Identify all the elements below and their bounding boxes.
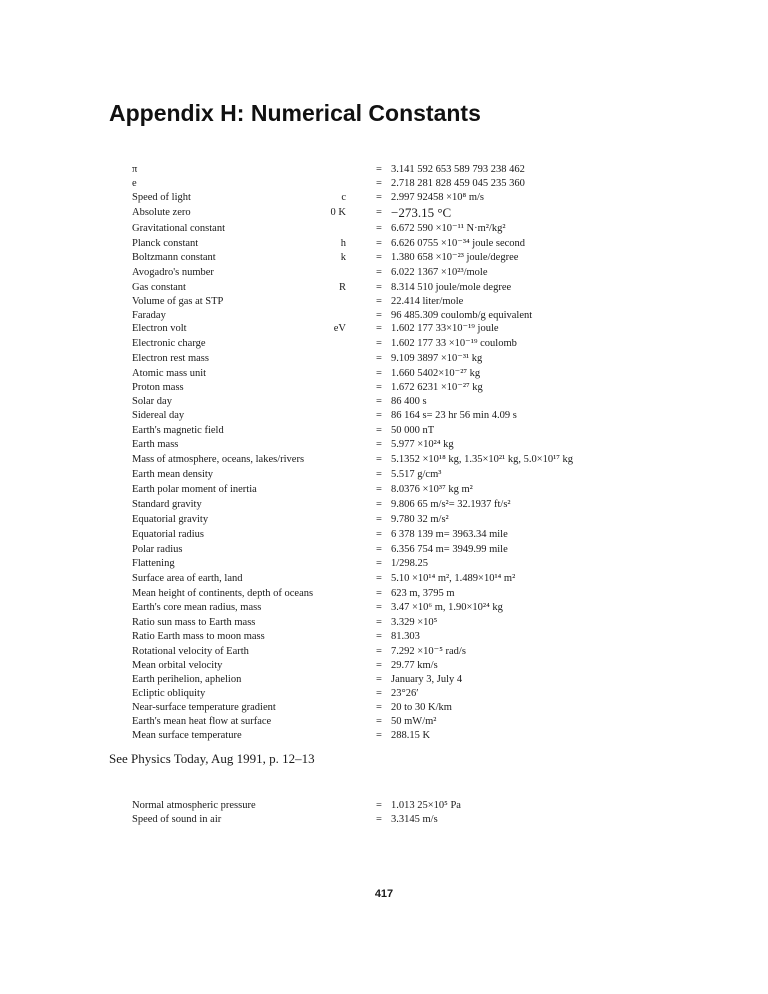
constant-name: Avogadro's number — [132, 267, 214, 278]
equals-sign: = — [376, 439, 382, 450]
equals-sign: = — [376, 164, 382, 175]
constant-value: 1.380 658 ×10⁻²³ joule/degree — [391, 252, 519, 263]
constant-name: Electron rest mass — [132, 353, 209, 364]
constant-row — [0, 659, 768, 673]
equals-sign: = — [376, 646, 382, 657]
equals-sign: = — [376, 296, 382, 307]
constant-name: Gas constant — [132, 282, 186, 293]
constant-value: 2.718 281 828 459 045 235 360 — [391, 178, 525, 189]
constant-row — [0, 813, 768, 827]
constant-name: Earth's core mean radius, mass — [132, 602, 262, 613]
constant-row — [0, 352, 768, 366]
constant-value: 6.626 0755 ×10⁻³⁴ joule second — [391, 238, 526, 249]
constant-value: January 3, July 4 — [391, 674, 463, 685]
constant-symbol: h — [340, 238, 346, 249]
constant-row — [0, 281, 768, 295]
constant-name: Volume of gas at STP — [132, 296, 224, 307]
constant-row — [0, 468, 768, 482]
constant-row — [0, 528, 768, 542]
constant-row — [0, 295, 768, 309]
constant-row — [0, 701, 768, 715]
equals-sign: = — [376, 716, 382, 727]
constant-name: Polar radius — [132, 544, 183, 555]
equals-sign: = — [376, 282, 382, 293]
constant-value: 1.602 177 33 ×10⁻¹⁹ coulomb — [391, 338, 517, 349]
constant-row — [0, 799, 768, 813]
constant-row — [0, 483, 768, 497]
page-title: Appendix H: Numerical Constants — [109, 100, 481, 126]
equals-sign: = — [376, 382, 382, 393]
constant-name: Planck constant — [132, 238, 199, 249]
constant-value: 1.013 25×10⁵ Pa — [391, 800, 461, 811]
constant-symbol: 0 K — [330, 207, 346, 218]
constant-name: Mean surface temperature — [132, 730, 242, 741]
constant-name: Boltzmann constant — [132, 252, 216, 263]
constant-name: Standard gravity — [132, 499, 202, 510]
constant-value: 20 to 30 K/km — [391, 702, 452, 713]
constant-row — [0, 616, 768, 630]
constant-value: 9.806 65 m/s²= 32.1937 ft/s² — [391, 499, 511, 510]
equals-sign: = — [376, 310, 382, 321]
constant-name: e — [132, 178, 137, 189]
constant-name: Surface area of earth, land — [132, 573, 243, 584]
constant-name: Mass of atmosphere, oceans, lakes/rivers — [132, 454, 305, 465]
constant-row — [0, 337, 768, 351]
constant-row — [0, 645, 768, 659]
equals-sign: = — [376, 323, 382, 334]
equals-sign: = — [376, 688, 382, 699]
constant-name: Earth mass — [132, 439, 179, 450]
constant-row — [0, 587, 768, 601]
equals-sign: = — [376, 207, 382, 218]
constant-name: Sidereal day — [132, 410, 185, 421]
constant-name: Proton mass — [132, 382, 184, 393]
constant-row — [0, 630, 768, 644]
constant-value: 5.517 g/cm³ — [391, 469, 442, 480]
constant-symbol: eV — [333, 323, 346, 334]
equals-sign: = — [376, 192, 382, 203]
constant-value: 288.15 K — [391, 730, 431, 741]
equals-sign: = — [376, 660, 382, 671]
constant-value: 23°26′ — [391, 688, 419, 699]
equals-sign: = — [376, 425, 382, 436]
constant-name: π — [132, 164, 138, 175]
constant-value: 6.672 590 ×10⁻¹¹ N·m²/kg² — [391, 223, 506, 234]
constant-row — [0, 557, 768, 571]
equals-sign: = — [376, 469, 382, 480]
constant-row — [0, 729, 768, 743]
constant-row — [0, 601, 768, 615]
constant-name: Rotational velocity of Earth — [132, 646, 249, 657]
constant-value: 5.10 ×10¹⁴ m², 1.489×10¹⁴ m² — [391, 573, 516, 584]
equals-sign: = — [376, 631, 382, 642]
constant-symbol: k — [340, 252, 346, 263]
constant-value: 50 mW/m² — [391, 716, 437, 727]
equals-sign: = — [376, 602, 382, 613]
constant-value: 81.303 — [391, 631, 420, 642]
equals-sign: = — [376, 573, 382, 584]
constant-value: 623 m, 3795 m — [391, 588, 455, 599]
equals-sign: = — [376, 499, 382, 510]
constant-name: Speed of light — [132, 192, 191, 203]
equals-sign: = — [376, 410, 382, 421]
constant-value: 1/298.25 — [391, 558, 429, 569]
constant-value: 50 000 nT — [391, 425, 435, 436]
constant-row — [0, 322, 768, 336]
equals-sign: = — [376, 396, 382, 407]
constant-row — [0, 715, 768, 729]
constant-row — [0, 251, 768, 265]
constant-row — [0, 513, 768, 527]
constant-name: Electronic charge — [132, 338, 206, 349]
constant-name: Normal atmospheric pressure — [132, 800, 256, 811]
equals-sign: = — [376, 338, 382, 349]
constant-value: 9.780 32 m/s² — [391, 514, 449, 525]
constant-value: −273.15 °C — [391, 205, 452, 220]
page-number: 417 — [374, 888, 394, 900]
constant-row — [0, 453, 768, 467]
constant-name: Ratio Earth mass to moon mass — [132, 631, 265, 642]
constant-value: 6.356 754 m= 3949.99 mile — [391, 544, 508, 555]
constant-value: 3.141 592 653 589 793 238 462 — [391, 164, 525, 175]
constant-value: 1.602 177 33×10⁻¹⁹ joule — [391, 323, 499, 334]
equals-sign: = — [376, 454, 382, 465]
equals-sign: = — [376, 484, 382, 495]
constant-value: 8.0376 ×10³⁷ kg m² — [391, 484, 473, 495]
constant-name: Equatorial gravity — [132, 514, 209, 525]
constant-row — [0, 395, 768, 409]
equals-sign: = — [376, 514, 382, 525]
constant-row — [0, 266, 768, 280]
constant-row — [0, 572, 768, 586]
equals-sign: = — [376, 617, 382, 628]
constant-name: Earth polar moment of inertia — [132, 484, 257, 495]
constant-name: Flattening — [132, 558, 175, 569]
constant-value: 96 485.309 coulomb/g equivalent — [391, 310, 533, 321]
equals-sign: = — [376, 674, 382, 685]
constant-row — [0, 163, 768, 177]
constant-name: Earth's mean heat flow at surface — [132, 716, 272, 727]
constant-row — [0, 438, 768, 452]
constant-row — [0, 543, 768, 557]
constant-value: 5.1352 ×10¹⁸ kg, 1.35×10²¹ kg, 5.0×10¹⁷ kg — [391, 454, 574, 465]
equals-sign: = — [376, 238, 382, 249]
constant-value: 3.329 ×10⁵ — [391, 617, 438, 628]
constant-name: Atomic mass unit — [132, 368, 207, 379]
constant-name: Earth's magnetic field — [132, 425, 224, 436]
constant-value: 9.109 3897 ×10⁻³¹ kg — [391, 353, 483, 364]
constant-value: 1.672 6231 ×10⁻²⁷ kg — [391, 382, 483, 393]
constant-name: Mean height of continents, depth of oceans — [132, 588, 314, 599]
equals-sign: = — [376, 702, 382, 713]
constant-value: 2.997 92458 ×10⁸ m/s — [391, 192, 485, 203]
equals-sign: = — [376, 368, 382, 379]
constant-row — [0, 673, 768, 687]
constant-value: 7.292 ×10⁻⁵ rad/s — [391, 646, 466, 657]
constant-name: Mean orbital velocity — [132, 660, 223, 671]
constant-value: 6 378 139 m= 3963.34 mile — [391, 529, 508, 540]
constant-row — [0, 687, 768, 701]
constant-value: 22.414 liter/mole — [391, 296, 464, 307]
constant-name: Ecliptic obliquity — [132, 688, 206, 699]
constant-row — [0, 191, 768, 205]
constant-name: Solar day — [132, 396, 172, 407]
equals-sign: = — [376, 814, 382, 825]
constant-value: 1.660 5402×10⁻²⁷ kg — [391, 368, 481, 379]
constant-name: Earth perihelion, aphelion — [132, 674, 242, 685]
constant-row — [0, 498, 768, 512]
equals-sign: = — [376, 558, 382, 569]
equals-sign: = — [376, 544, 382, 555]
constant-name: Equatorial radius — [132, 529, 205, 540]
constant-name: Electron volt — [132, 323, 187, 334]
constant-row — [0, 381, 768, 395]
equals-sign: = — [376, 529, 382, 540]
constant-value: 6.022 1367 ×10²³/mole — [391, 267, 488, 278]
constant-name: Earth mean density — [132, 469, 214, 480]
constant-symbol: R — [338, 282, 346, 293]
constant-name: Gravitational constant — [132, 223, 226, 234]
constant-value: 5.977 ×10²⁴ kg — [391, 439, 454, 450]
constant-row — [0, 177, 768, 191]
equals-sign: = — [376, 223, 382, 234]
constant-row — [0, 206, 768, 220]
constant-value: 3.47 ×10⁶ m, 1.90×10²⁴ kg — [391, 602, 503, 613]
constant-row — [0, 309, 768, 323]
constant-name: Ratio sun mass to Earth mass — [132, 617, 256, 628]
constant-name: Near-surface temperature gradient — [132, 702, 276, 713]
constant-value: 8.314 510 joule/mole degree — [391, 282, 512, 293]
constant-row — [0, 424, 768, 438]
constant-symbol: c — [341, 192, 346, 203]
equals-sign: = — [376, 267, 382, 278]
equals-sign: = — [376, 800, 382, 811]
constant-value: 3.3145 m/s — [391, 814, 438, 825]
constant-name: Speed of sound in air — [132, 814, 222, 825]
constant-row — [0, 237, 768, 251]
equals-sign: = — [376, 178, 382, 189]
constant-row — [0, 367, 768, 381]
constant-row — [0, 409, 768, 423]
equals-sign: = — [376, 353, 382, 364]
constant-value: 29.77 km/s — [391, 660, 438, 671]
equals-sign: = — [376, 588, 382, 599]
equals-sign: = — [376, 730, 382, 741]
constant-value: 86 164 s= 23 hr 56 min 4.09 s — [391, 410, 517, 421]
constant-name: Faraday — [132, 310, 166, 321]
constant-name: Absolute zero — [132, 207, 191, 218]
source-note: See Physics Today, Aug 1991, p. 12–13 — [109, 751, 315, 766]
equals-sign: = — [376, 252, 382, 263]
constant-value: 86 400 s — [391, 396, 427, 407]
constant-row — [0, 222, 768, 236]
